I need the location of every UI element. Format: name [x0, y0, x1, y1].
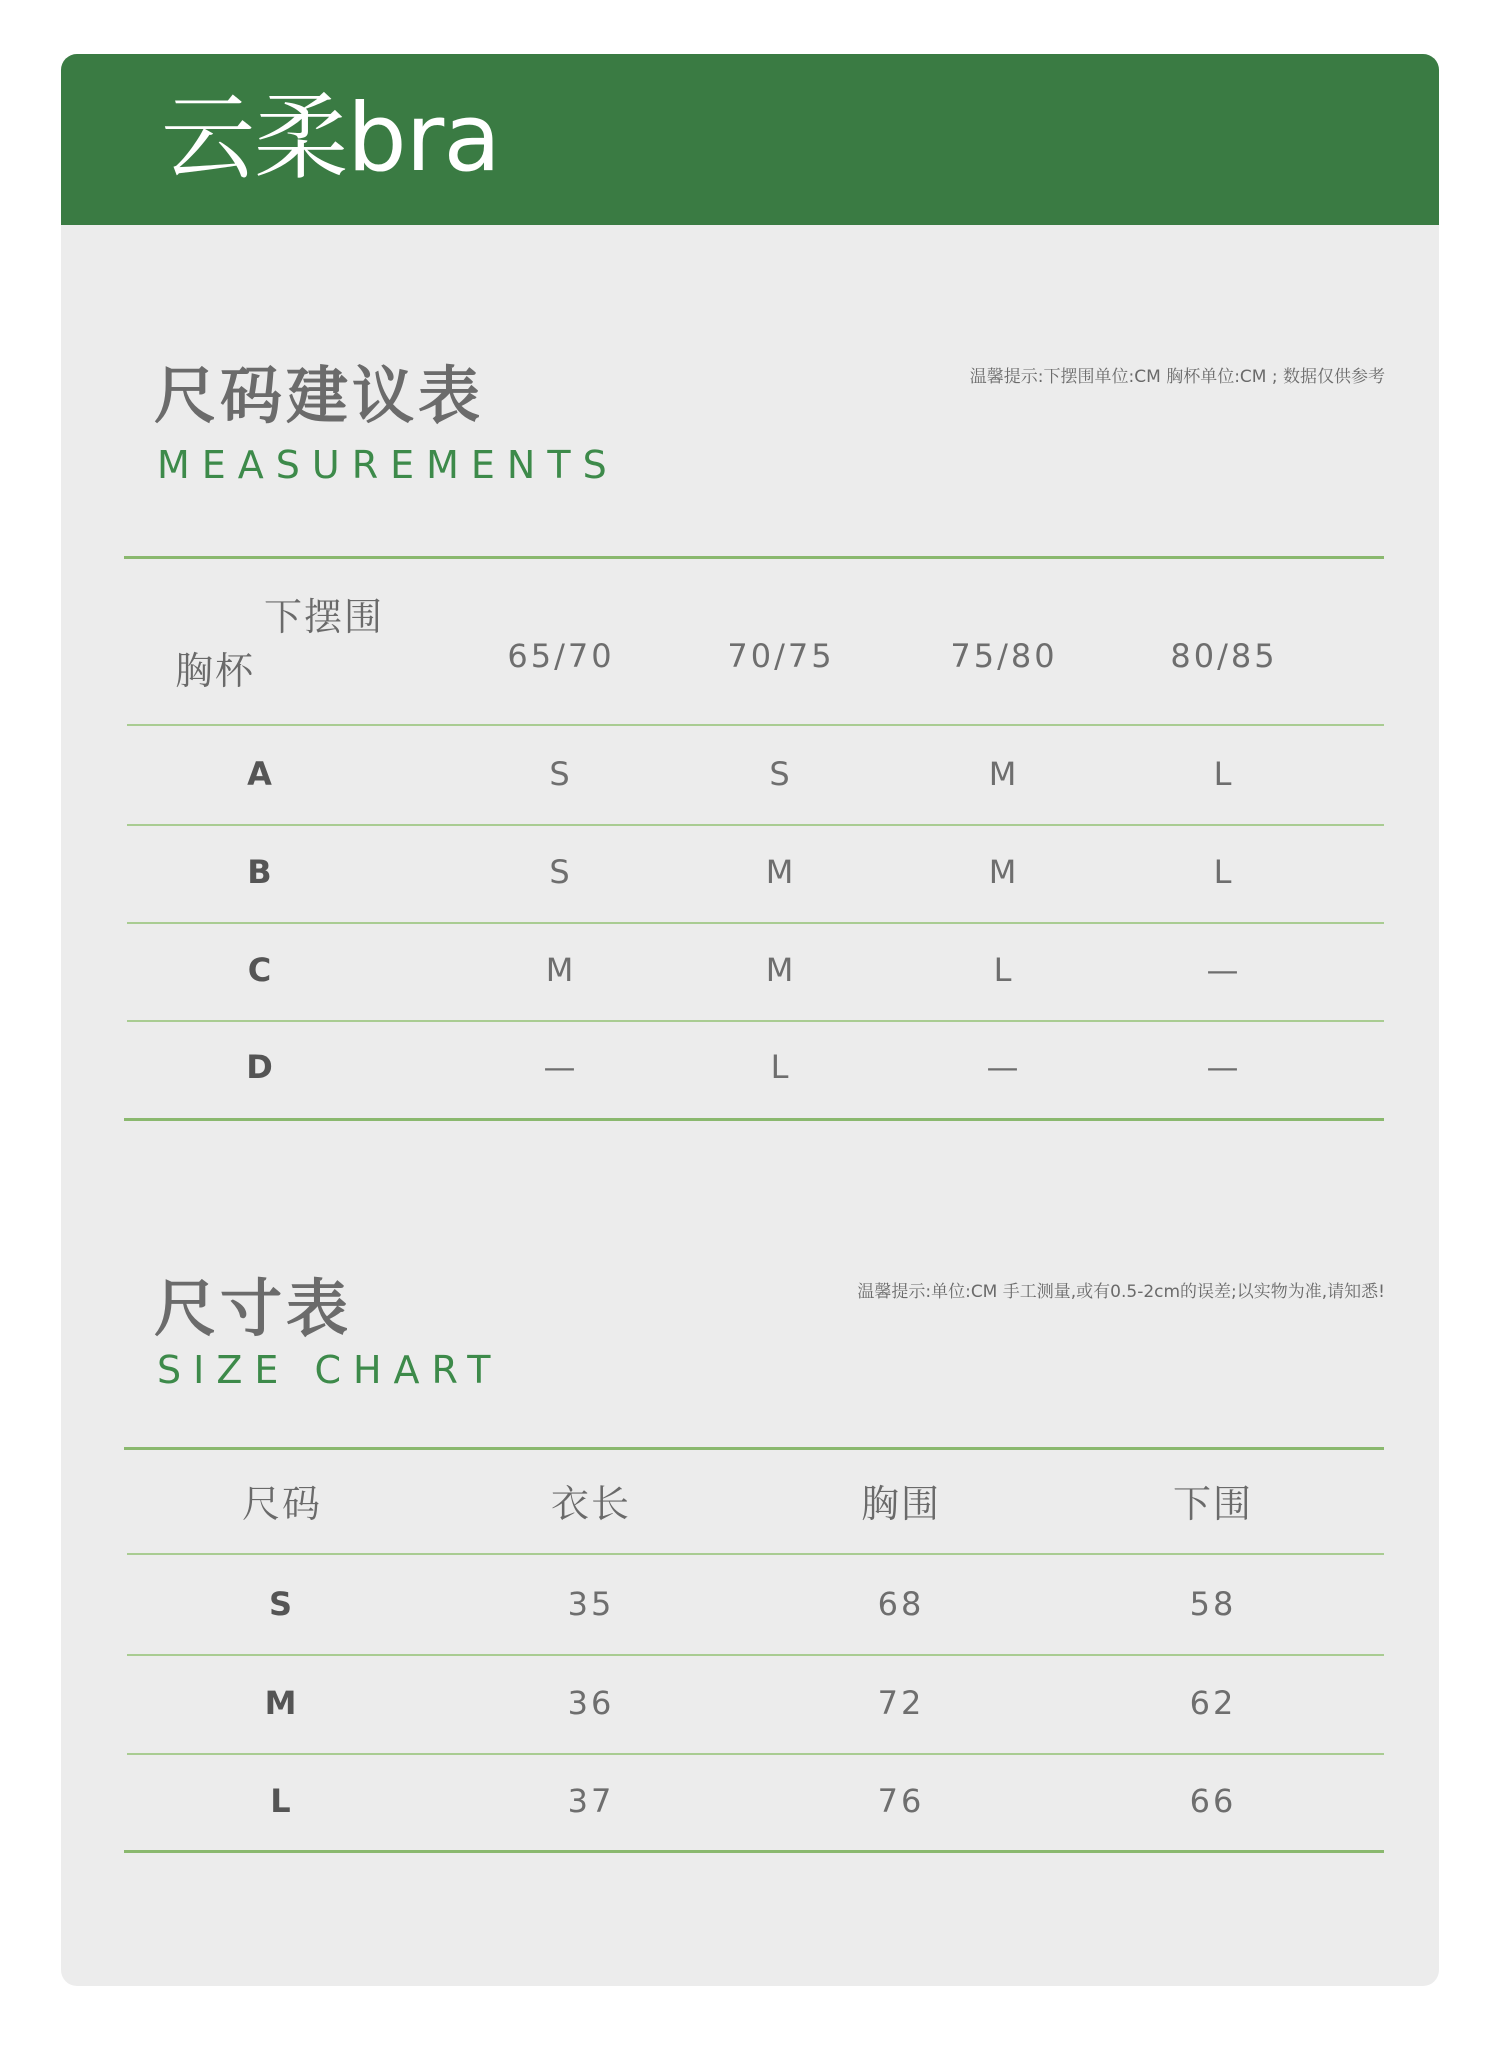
size-guide-card [61, 54, 1439, 1986]
column-header: 80/85 [1170, 637, 1278, 675]
product-title: 云柔bra [161, 84, 500, 193]
table-cell: 66 [1189, 1782, 1237, 1820]
measurements-title: 尺码建议表 [154, 359, 485, 432]
header-banner [61, 54, 1439, 225]
table-cell: 36 [567, 1684, 615, 1722]
corner-header-cup: 胸杯 [175, 649, 256, 693]
row-divider [127, 824, 1384, 826]
table-cell: L [770, 1048, 792, 1086]
row-divider [127, 922, 1384, 924]
table-cell: 68 [877, 1585, 925, 1623]
row-divider [127, 724, 1384, 726]
size-chart-tip: 温馨提示:单位:CM 手工测量,或有0.5-2cm的误差;以实物为准,请知悉! [857, 1282, 1385, 1302]
table-cell: S [549, 853, 573, 891]
table-cell: M [765, 853, 797, 891]
table-cell: M [988, 853, 1020, 891]
table-cell: 58 [1189, 1585, 1237, 1623]
measurements-tip: 温馨提示:下摆围单位:CM 胸杯单位:CM ; 数据仅供参考 [969, 367, 1385, 387]
table-cell: S [549, 755, 573, 793]
column-header: 尺码 [241, 1482, 323, 1526]
table-cell: 72 [877, 1684, 925, 1722]
table-cell: — [986, 1048, 1022, 1086]
size-chart-subtitle: SIZE CHART [157, 1348, 503, 1392]
corner-header-hem: 下摆围 [264, 595, 385, 639]
table-cell: 35 [567, 1585, 615, 1623]
size-table-top-rule [124, 1447, 1384, 1450]
column-header: 65/70 [507, 637, 615, 675]
table-cell: — [1206, 1048, 1242, 1086]
row-divider [127, 1654, 1384, 1656]
column-header: 75/80 [950, 637, 1058, 675]
table-top-rule [124, 556, 1384, 559]
row-header-size: L [270, 1782, 294, 1820]
table-cell: 62 [1189, 1684, 1237, 1722]
row-header-cup: D [246, 1048, 276, 1086]
column-header: 70/75 [727, 637, 835, 675]
column-header: 胸围 [860, 1482, 942, 1526]
table-cell: M [545, 951, 577, 989]
table-bottom-rule [124, 1118, 1384, 1121]
table-cell: — [1206, 951, 1242, 989]
table-cell: L [1213, 853, 1235, 891]
row-header-cup: C [247, 951, 275, 989]
table-bottom-rule [124, 1850, 1384, 1853]
table-cell: L [1213, 755, 1235, 793]
table-cell: L [993, 951, 1015, 989]
table-cell: 76 [877, 1782, 925, 1820]
column-header: 下围 [1172, 1482, 1254, 1526]
row-divider [127, 1020, 1384, 1022]
table-cell: — [543, 1048, 579, 1086]
table-cell: 37 [567, 1782, 615, 1820]
measurements-subtitle: MEASUREMENTS [157, 443, 619, 487]
row-header-size: S [268, 1585, 296, 1623]
row-header-size: M [264, 1684, 300, 1722]
row-divider [127, 1553, 1384, 1555]
table-cell: M [988, 755, 1020, 793]
table-cell: S [769, 755, 793, 793]
column-header: 衣长 [550, 1482, 632, 1526]
row-header-cup: B [247, 853, 275, 891]
row-header-cup: A [247, 755, 275, 793]
row-divider [127, 1753, 1384, 1755]
table-cell: M [765, 951, 797, 989]
size-chart-title: 尺寸表 [154, 1272, 353, 1345]
